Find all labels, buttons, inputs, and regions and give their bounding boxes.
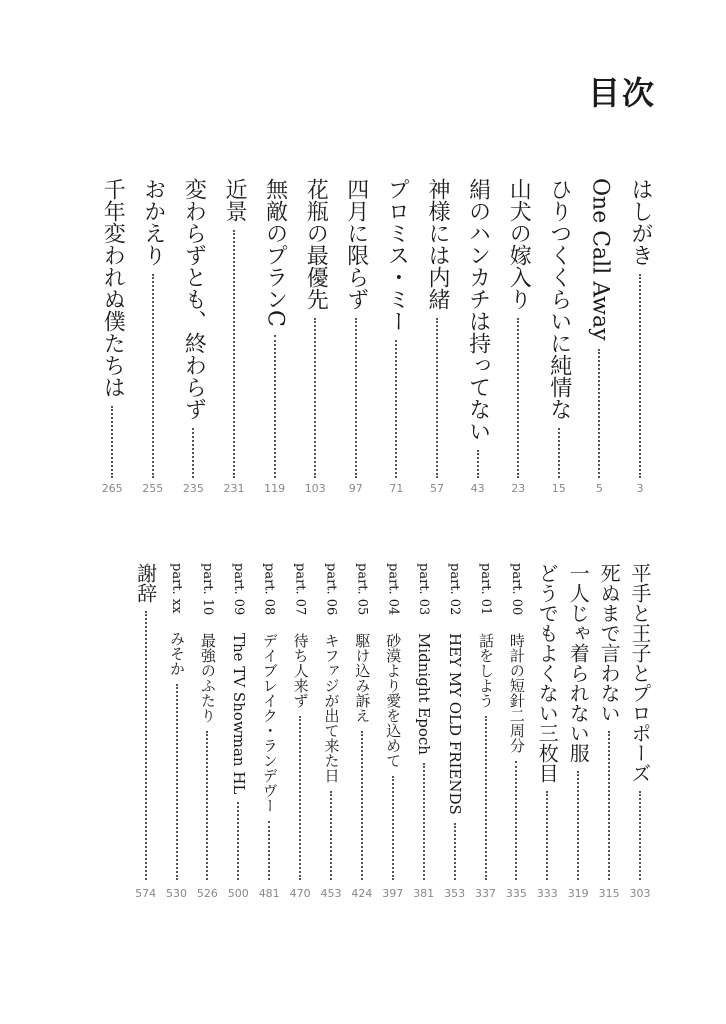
leader-dots — [454, 823, 456, 880]
entry-title: Midnight Epoch — [415, 633, 434, 755]
entry-title: 無敵のプランC — [262, 178, 288, 327]
entry-title: 時計の短針二周分 — [507, 633, 526, 753]
leader-dots — [206, 731, 208, 880]
entry-title: どうでもよくない三枚目 — [535, 563, 560, 783]
entry-title: 変わらずとも、終わらず — [181, 178, 207, 420]
leader-dots — [237, 802, 239, 880]
entry-title: デイブレイク・ランデヴー — [260, 633, 279, 813]
leader-dots — [608, 731, 610, 880]
leader-dots — [299, 716, 301, 880]
entry-title: ひりつくくらいに純情な — [546, 178, 572, 420]
page-number: 481 — [258, 887, 280, 900]
entry-title: キファジが出て来た日 — [322, 633, 341, 783]
page-number: 353 — [444, 887, 466, 900]
page-number: 119 — [264, 482, 286, 495]
entry-title: プロミス・ミー — [384, 178, 410, 332]
leader-dots — [639, 791, 641, 880]
leader-dots — [330, 791, 332, 880]
page-number: 453 — [320, 887, 342, 900]
page-number: 43 — [470, 482, 485, 495]
page-number: 15 — [551, 482, 566, 495]
page-number: 500 — [227, 887, 249, 900]
leader-dots — [423, 763, 425, 880]
page-number: 235 — [182, 482, 204, 495]
leader-dots — [392, 776, 394, 880]
page-number: 526 — [196, 887, 218, 900]
entry-title: 四月に限らず — [343, 178, 369, 310]
entry-title: 山犬の嫁入り — [506, 178, 532, 310]
part-label: part. 00 — [508, 563, 524, 616]
entry-title: 近景 — [222, 178, 247, 222]
page-number: 97 — [348, 482, 363, 495]
entry-title: 花瓶の最優先 — [303, 178, 329, 310]
entry-title: はしがき — [628, 178, 653, 266]
part-label: part. xx — [169, 563, 184, 614]
page-number: 57 — [430, 482, 444, 495]
leader-dots — [546, 791, 548, 880]
part-label: part. 05 — [354, 563, 370, 616]
page-number: 333 — [536, 887, 558, 900]
part-label: part. 01 — [478, 563, 493, 616]
page-number: 265 — [101, 482, 123, 495]
page-number: 5 — [595, 482, 603, 495]
page-number: 315 — [598, 887, 620, 900]
entry-title: 神様には内緒 — [425, 178, 450, 310]
entry-title: 砂漠より愛を込めて — [384, 633, 403, 768]
page-number: 335 — [505, 887, 527, 900]
part-label: part. 04 — [385, 563, 401, 616]
part-label: part. 09 — [230, 563, 246, 616]
entry-title: 千年変われぬ僕たちは — [100, 178, 126, 398]
page-title: 目次 — [587, 74, 656, 112]
leader-dots — [145, 611, 147, 880]
entry-title: One Call Away — [587, 178, 613, 341]
leader-dots — [485, 716, 487, 880]
page-number: 255 — [142, 482, 164, 495]
part-label: part. 02 — [447, 563, 463, 616]
leader-dots — [176, 684, 178, 880]
page-number: 303 — [629, 887, 651, 900]
entry-title: 絹のハンカチは持ってない — [465, 178, 491, 442]
entry-title: 話をしよう — [477, 633, 495, 708]
leader-dots — [268, 821, 270, 880]
page-number: 530 — [166, 887, 187, 900]
page-number: 23 — [511, 482, 526, 495]
page-number: 470 — [289, 887, 311, 900]
part-label: part. 08 — [261, 563, 277, 616]
entry-title: 謝辞 — [133, 563, 158, 603]
leader-dots — [361, 731, 363, 880]
leader-dots — [515, 761, 517, 880]
part-label: part. 10 — [199, 563, 215, 616]
page-number: 71 — [389, 482, 404, 495]
part-label: part. 07 — [292, 563, 308, 616]
part-label: part. 03 — [416, 563, 432, 616]
entry-title: 平手と王子とプロポーズ — [628, 563, 652, 783]
entry-title: 最強のふたり — [198, 633, 217, 723]
entry-title: 一人じゃ着られない服 — [566, 563, 591, 763]
entry-title: みそか — [168, 631, 186, 676]
entry-title: おかえり — [140, 178, 166, 266]
page-number: 319 — [567, 887, 589, 900]
page-number: 574 — [135, 887, 157, 900]
page-number: 103 — [304, 482, 326, 495]
page-number: 337 — [475, 887, 496, 900]
part-label: part. 06 — [323, 563, 339, 616]
page-number: 231 — [223, 482, 245, 495]
entry-title: The TV Showman HL — [229, 633, 248, 795]
leader-dots — [577, 771, 579, 880]
entry-title: HEY MY OLD FRIENDS — [446, 633, 465, 815]
entry-title: 死ぬまで言わない — [597, 563, 622, 723]
page-number: 381 — [413, 887, 435, 900]
entry-title: 駆け込み訴え — [353, 633, 372, 723]
page-number: 397 — [382, 887, 404, 900]
entry-title: 待ち人来ず — [291, 633, 310, 708]
page-number: 3 — [636, 482, 644, 495]
page-number: 424 — [351, 887, 373, 900]
